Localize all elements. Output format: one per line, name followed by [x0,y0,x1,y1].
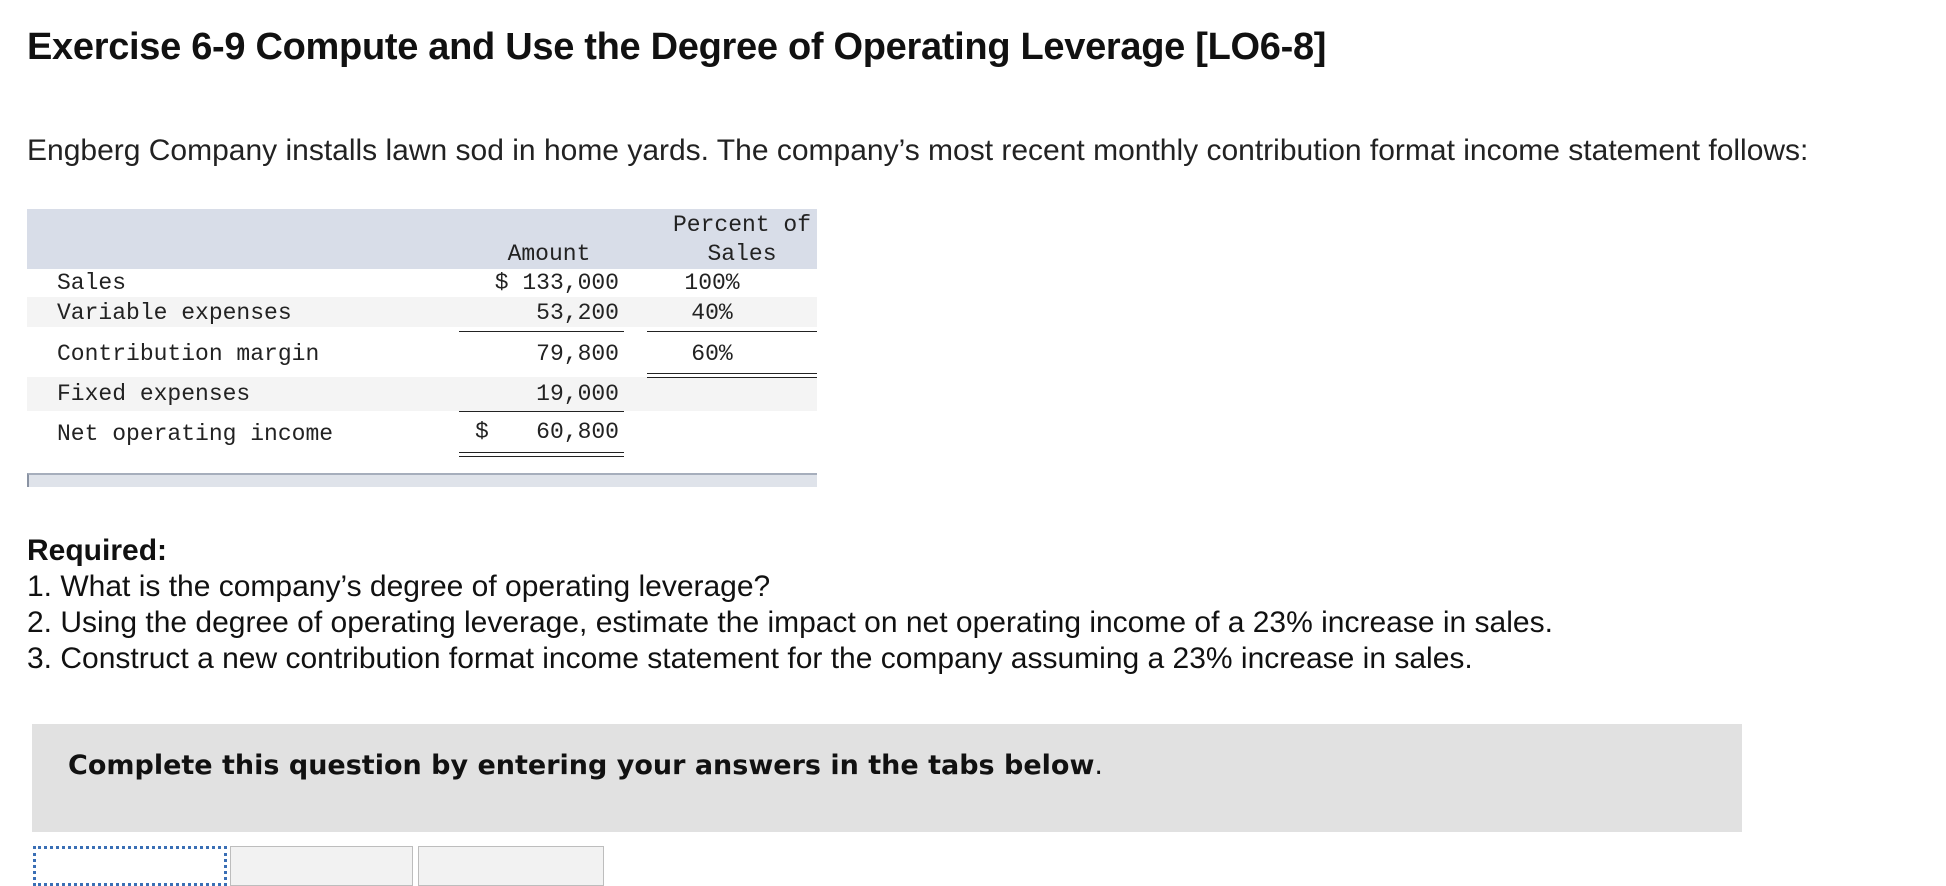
amount-underline [459,411,624,412]
row-label-contribution-margin: Contribution margin [57,341,320,367]
instructions-text [68,750,1103,781]
row-amount-sales: $ 133,000 [494,270,619,296]
row-amount-fixed-expenses: 19,000 [536,381,619,407]
row-dollar-net-operating-income: $ [475,419,489,445]
row-label-fixed-expenses: Fixed expenses [57,381,251,407]
income-statement-table [27,207,817,487]
amount-underline [459,331,624,332]
instructions-text-period: . [1094,750,1103,781]
amount-double-underline [459,452,624,457]
required-item-2: 2. Using the degree of operating leverage, estimate the impact on net operating income of a 23% increase in sales. [27,606,1553,639]
required-item-1: 1. What is the company’s degree of operating leverage? [27,570,771,603]
tab-required-2[interactable] [230,846,413,886]
row-amount-contribution-margin: 79,800 [536,341,619,367]
required-heading: Required: [27,534,168,567]
row-label-net-operating-income: Net operating income [57,421,334,447]
tab-required-3[interactable] [418,846,604,886]
percent-header-line1: Percent of [672,212,812,238]
intro-text: Engberg Company installs lawn sod in home yards. The company’s most recent monthly contribution format income statement follows: [27,134,1809,167]
table-footer-band [27,473,817,487]
row-amount-variable-expenses: 53,200 [536,300,619,326]
instructions-text-bold: Complete this question by entering your answers in the tabs below [68,750,1095,781]
page-title: Exercise 6-9 Compute and Use the Degree of Operating Leverage [LO6-8] [27,26,1327,68]
instructions-banner [32,724,1742,832]
required-item-3: 3. Construct a new contribution format income statement for the company assuming a 23% increase in sales. [27,642,1473,675]
row-percent-sales: 100% [684,270,740,296]
row-percent-variable-expenses: 40% [691,300,733,326]
percent-underline [647,331,817,332]
amount-header: Amount [507,241,591,267]
required-section [27,533,1553,677]
percent-double-underline [647,373,817,378]
row-percent-contribution-margin: 60% [691,341,733,367]
row-label-variable-expenses: Variable expenses [57,300,292,326]
tab-required-1[interactable] [33,846,227,886]
row-label-sales: Sales [57,270,127,296]
percent-header-line2: Sales [707,241,777,267]
row-amount-net-operating-income: 60,800 [536,419,619,445]
